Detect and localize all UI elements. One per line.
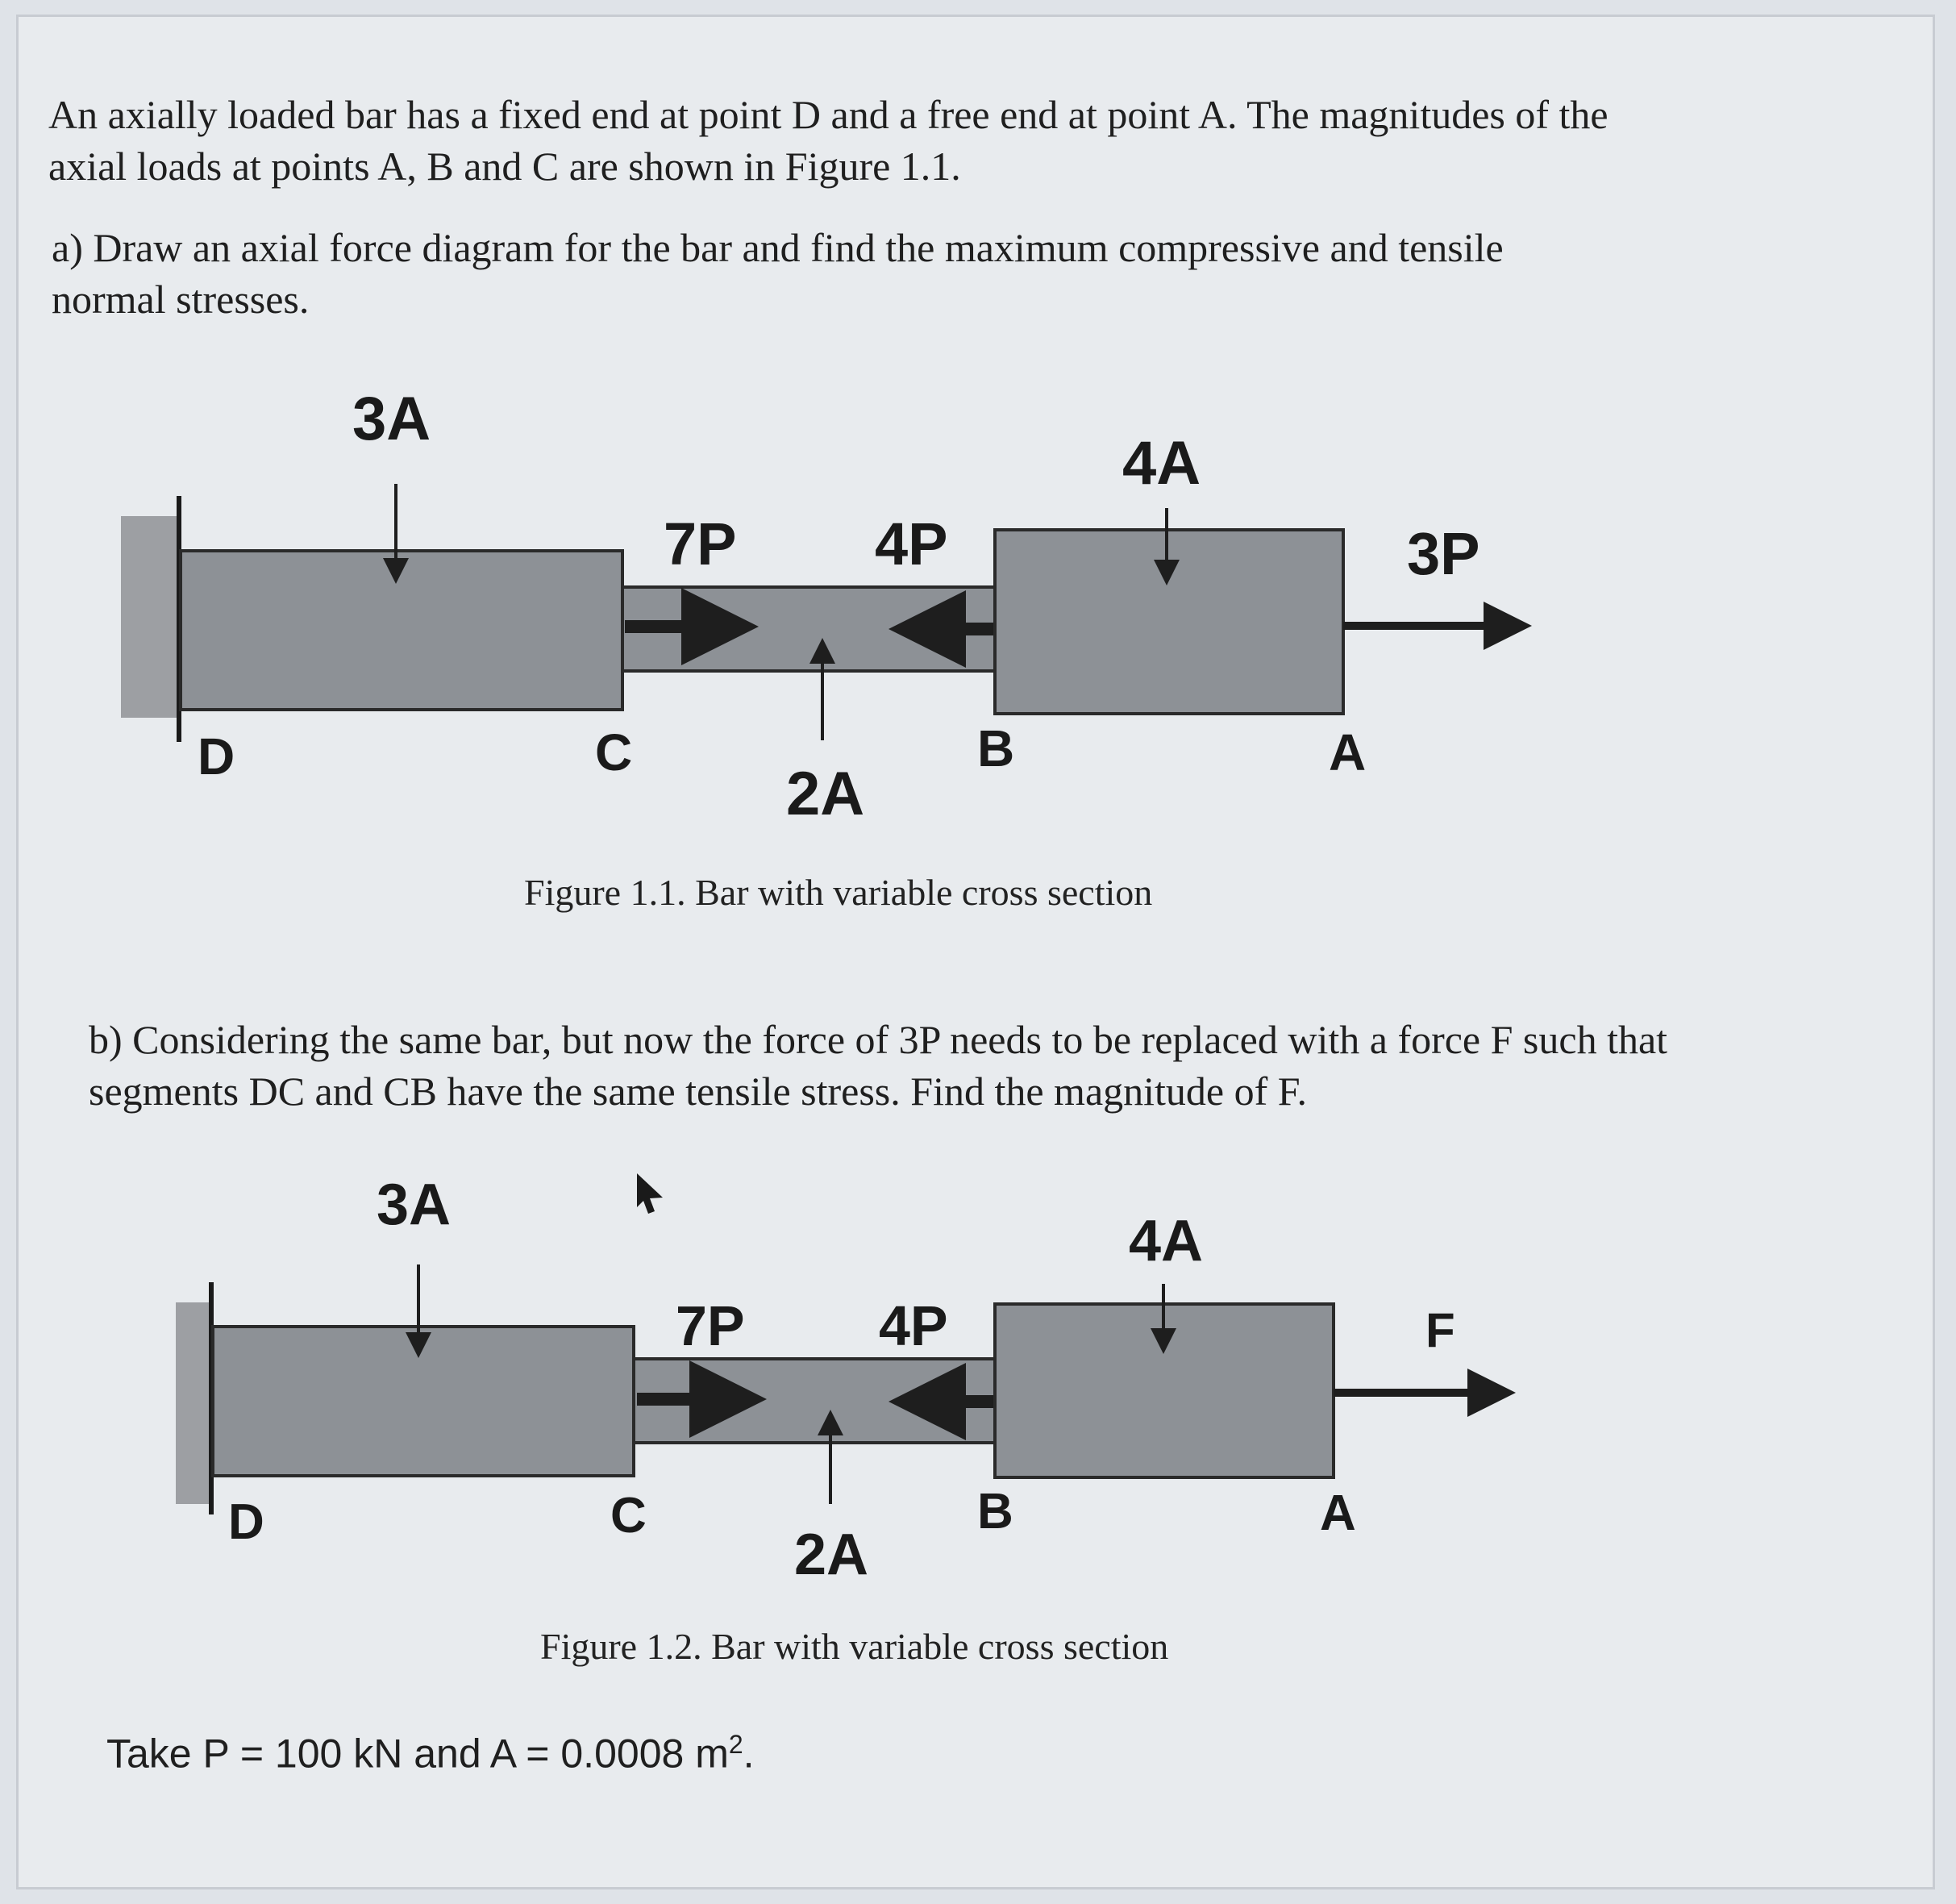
label-7p: 7P [664, 510, 737, 577]
segment-dc [213, 1327, 634, 1476]
label-3p: 3P [1407, 520, 1480, 587]
label-3a: 3A [377, 1173, 452, 1237]
label-f: F [1425, 1303, 1455, 1357]
figure-1-1-caption: Figure 1.1. Bar with variable cross section [524, 872, 1153, 913]
intro-line-1: An axially loaded bar has a fixed end at point D and a free end at point A. The magnitudes of the [48, 92, 1608, 137]
label-4a: 4A [1129, 1209, 1204, 1273]
label-4p: 4P [879, 1294, 948, 1357]
cursor-icon [637, 1173, 663, 1214]
label-c: C [610, 1488, 647, 1544]
label-d: D [228, 1494, 264, 1550]
figure-1-2-caption: Figure 1.2. Bar with variable cross section [540, 1626, 1169, 1667]
part-b-line-1: b) Considering the same bar, but now the force of 3P needs to be replaced with a force F such that [89, 1017, 1668, 1062]
label-a: A [1329, 723, 1367, 781]
given-text: Take P = 100 kN and A = 0.0008 m [106, 1731, 729, 1777]
part-b-line-2: segments DC and CB have the same tensile stress. Find the magnitude of F. [89, 1069, 1308, 1114]
label-2a: 2A [786, 760, 865, 828]
label-c: C [595, 723, 633, 781]
label-4a: 4A [1122, 429, 1201, 498]
label-b: B [977, 719, 1015, 777]
label-a: A [1320, 1485, 1356, 1541]
label-d: D [198, 727, 235, 785]
label-2a: 2A [794, 1523, 869, 1587]
part-a-line-1: a) Draw an axial force diagram for the bar and find the maximum compressive and tensile [52, 225, 1504, 270]
label-b: B [977, 1484, 1013, 1539]
label-4p: 4P [875, 510, 948, 577]
label-7p: 7P [676, 1294, 745, 1357]
intro-line-2: axial loads at points A, B and C are shown in Figure 1.1. [48, 144, 961, 189]
part-a-line-2: normal stresses. [52, 277, 310, 322]
given-end: . [743, 1731, 755, 1777]
given-exponent: 2 [728, 1730, 743, 1759]
label-3a: 3A [352, 385, 431, 453]
fixed-support-wall [176, 1302, 210, 1504]
given-values [106, 1730, 755, 1777]
